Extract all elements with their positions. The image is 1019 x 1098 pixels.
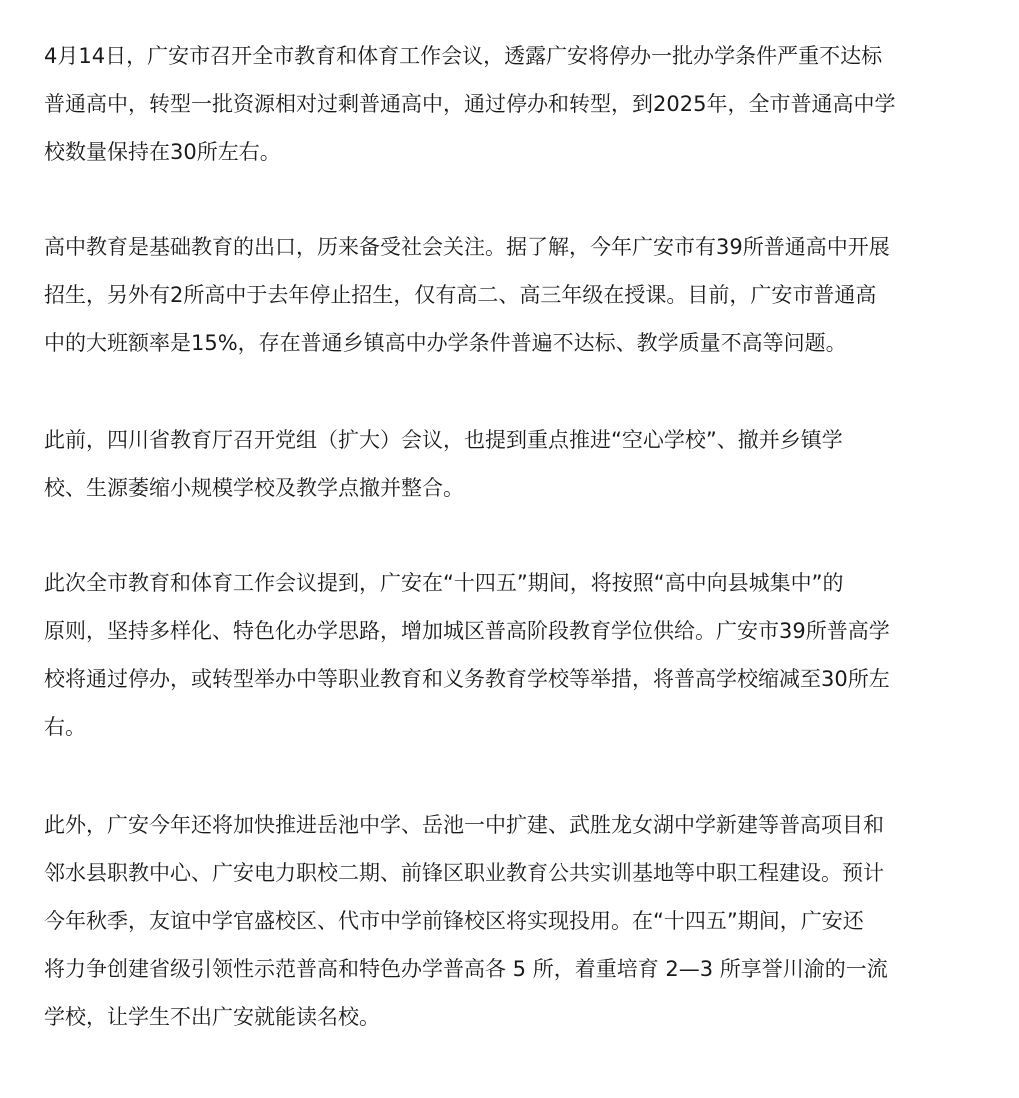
paragraph-4-line-2: 原则，坚持多样化、特色化办学思路，增加城区普高阶段教育学位供给。广安市39所普高学: [44, 619, 890, 643]
paragraph-5-line-3: 今年秋季，友谊中学官盛校区、代市中学前锋校区将实现投用。在“十四五”期间，广安还: [44, 909, 864, 933]
paragraph-2: [44, 223, 890, 367]
paragraph-3-line-1: 此前，四川省教育厅召开党组（扩大）会议，也提到重点推进“空心学校”、撤并乡镇学: [44, 428, 843, 452]
paragraph-3: [44, 416, 843, 512]
paragraph-5-line-4: 将力争创建省级引领性示范普高和特色办学普高各 5 所，着重培育 2—3 所享誉川渝的一流: [44, 957, 888, 981]
paragraph-1: [44, 32, 895, 176]
paragraph-1-line-2: 普通高中，转型一批资源相对过剩普通高中，通过停办和转型，到2025年，全市普通高中学: [44, 92, 896, 116]
paragraph-4-line-3: 校将通过停办，或转型举办中等职业教育和义务教育学校等举措，将普高学校缩减至30所左: [44, 667, 890, 691]
paragraph-2-line-3: 中的大班额率是15%，存在普通乡镇高中办学条件普遍不达标、教学质量不高等问题。: [44, 331, 847, 355]
paragraph-4: [44, 559, 890, 751]
paragraph-2-line-2: 招生，另外有2所高中于去年停止招生，仅有高二、高三年级在授课。目前，广安市普通高: [44, 283, 877, 307]
paragraph-5-line-1: 此外，广安今年还将加快推进岳池中学、岳池一中扩建、武胜龙女湖中学新建等普高项目和: [44, 813, 884, 837]
paragraph-5-line-5: 学校，让学生不出广安就能读名校。: [44, 1005, 380, 1029]
paragraph-3-line-2: 校、生源萎缩小规模学校及教学点撤并整合。: [44, 476, 464, 500]
paragraph-5-line-2: 邻水县职教中心、广安电力职校二期、前锋区职业教育公共实训基地等中职工程建设。预计: [44, 861, 884, 885]
paragraph-4-line-4: 右。: [44, 715, 86, 739]
paragraph-1-line-3: 校数量保持在30所左右。: [44, 140, 281, 164]
paragraph-4-line-1: 此次全市教育和体育工作会议提到，广安在“十四五”期间，将按照“高中向县城集中”的: [44, 571, 844, 595]
paragraph-5: [44, 801, 888, 1041]
paragraph-1-line-1: 4月14日，广安市召开全市教育和体育工作会议，透露广安将停办一批办学条件严重不达标: [44, 44, 883, 68]
paragraph-2-line-1: 高中教育是基础教育的出口，历来备受社会关注。据了解，今年广安市有39所普通高中开展: [44, 235, 890, 259]
